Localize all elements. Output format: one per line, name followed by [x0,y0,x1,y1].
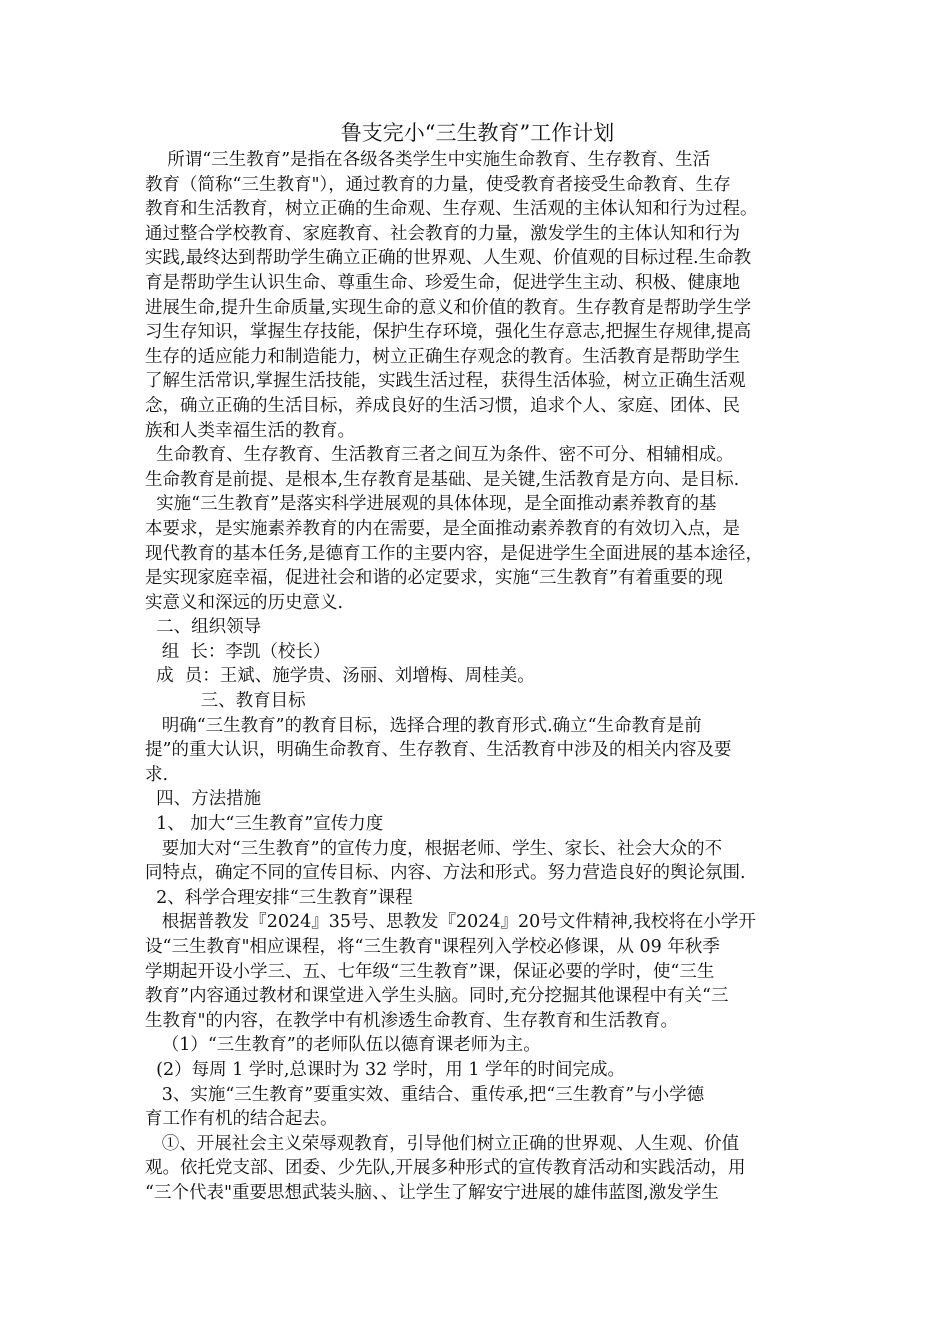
body-line: 本要求，是实施素养教育的内在需要，是全面推动素养教育的有效切入点，是 [145,518,740,539]
body-line: 三、教育目标 [145,691,306,712]
body-line: 1、 加大“三生教育”宣传力度 [145,814,384,835]
body-line: 通过整合学校教育、家庭教育、社会教育的力量，激发学生的主体认知和行为 [145,223,740,244]
body-line: 育工作有机的结合起去。 [145,1109,338,1130]
body-line: 念，确立正确的生活目标，养成良好的生活习惯，追求个人、家庭、团体、民 [145,395,740,416]
body-line: 成 员：王斌、施学贵、汤丽、刘增梅、周桂美。 [145,666,535,687]
body-line: 进展生命,提升生命质量,实现生命的意义和价值的教育。生存教育是帮助学生学 [145,297,752,318]
body-line: 明确“三生教育”的教育目标，选择合理的教育形式.确立“生命教育是前 [145,715,702,736]
document-page [145,118,810,1206]
body-line: 所谓“三生教育”是指在各级各类学生中实施生命教育、生存教育、生活 [145,150,711,170]
body-line: （1）“三生教育”的老师队伍以德育课老师为主。 [145,1035,541,1056]
body-line: ①、开展社会主义荣辱观教育，引导他们树立正确的世界观、人生观、价值 [145,1133,740,1154]
body-line: 是实现家庭幸福，促进社会和谐的必定要求，实施“三生教育”有着重要的现 [145,568,723,589]
body-line: 族和人类幸福生活的教育。 [145,420,355,441]
body-line: 四、方法措施 [145,789,262,810]
body-line: 实施“三生教育”是落实科学进展观的具体体现，是全面推动素养教育的基 [145,494,717,515]
body-line: 教育（简称“三生教育"），通过教育的力量，使受教育者接受生命教育、生存 [145,174,731,195]
body-line: 教育和生活教育，树立正确的生命观、生存观、生活观的主体认知和行为过程。 [145,199,758,220]
body-line: 实践,最终达到帮助学生确立正确的世界观、人生观、价值观的目标过程.生命教 [145,248,752,269]
body-line: 生命教育是前提、是根本,生存教育是基础、是关键,生活教育是方向、是目标. [145,469,740,490]
body-line: 育是帮助学生认识生命、尊重生命、珍爱生命，促进学生主动、积极、健康地 [145,272,740,293]
body-line: “三个代表"重要思想武装头脑、、让学生了解安宁进展的雄伟蓝图,激发学生 [145,1182,719,1203]
body-line: 现代教育的基本任务,是德育工作的主要内容，是促进学生全面进展的基本途径， [145,543,764,564]
body-line: 生命教育、生存教育、生活教育三者之间互为条件、密不可分、相辅相成。 [145,445,734,466]
body-line: 观。依托党支部、团委、少先队,开展多种形式的宣传教育活动和实践活动，用 [145,1158,746,1179]
body-line: 3、实施“三生教育”要重实效、重结合、重传承,把“三生教育”与小学德 [145,1084,705,1105]
document-body [145,148,810,1206]
body-line: 提”的重大认识，明确生命教育、生存教育、生活教育中涉及的相关内容及要 [145,740,732,761]
body-line: 教育”内容通过教材和课堂进入学生头脑。同时,充分挖掘其他课程中有关“三 [145,986,729,1007]
body-line: 实意义和深远的历史意义. [145,592,344,613]
body-line: 组 长：李凯（校长） [145,641,331,662]
body-line: 求. [145,764,169,785]
document-title: 鲁支完小“三生教育”工作计划 [340,121,615,145]
body-line: 生教育"的内容，在教学中有机渗透生命教育、生存教育和生活教育。 [145,1010,679,1031]
body-line: 设“三生教育"相应课程，将“三生教育"课程列入学校必修课，从 09 年秋季 [145,937,720,957]
body-line: 同特点，确定不同的宣传目标、内容、方法和形式。努力营造良好的舆论氛围. [145,863,746,884]
body-line: 学期起开设小学三、五、七年级“三生教育”课，保证必要的学时，使“三生 [145,961,715,982]
body-line: 了解生活常识,掌握生活技能，实践生活过程，获得生活体验，树立正确生活观 [145,371,746,392]
body-line: 2、科学合理安排“三生教育”课程 [145,887,413,908]
body-line: 习生存知识，掌握生存技能，保护生存环境，强化生存意志,把握生存规律,提高 [145,322,752,343]
body-line: 根据普教发『2024』35号、思教发『2024』20号文件精神,我校将在小学开 [145,912,756,933]
body-line: (2）每周 1 学时,总课时为 32 学时，用 1 学年的时间完成。 [145,1059,626,1080]
body-line: 要加大对“三生教育”的宣传力度，根据老师、学生、家长、社会大众的不 [145,838,723,859]
body-line: 二、组织领导 [145,617,262,638]
body-line: 生存的适应能力和制造能力，树立正确生存观念的教育。生活教育是帮助学生 [145,346,740,367]
